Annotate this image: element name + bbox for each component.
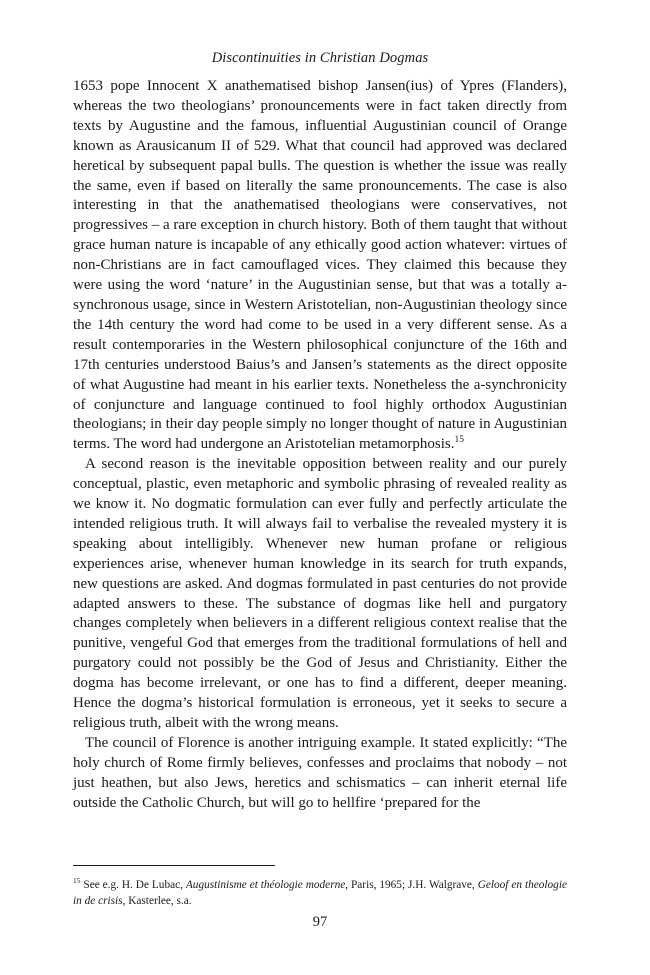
- page-number: 97: [312, 914, 328, 930]
- footnote-number: 15: [73, 876, 81, 886]
- footnote-text-3: , Kasterlee, s.a.: [122, 895, 192, 907]
- running-head: Discontinuities in Christian Dogmas: [211, 50, 429, 66]
- book-page: [73, 0, 567, 975]
- footnote-text-2: , Paris, 1965; J.H. Walgrave,: [345, 879, 478, 891]
- footnote-divider: [73, 865, 275, 866]
- footnote-title-1: Augustinisme et théologie moderne: [185, 879, 346, 891]
- body-text: [73, 77, 567, 814]
- paragraph-3: The council of Florence is another intriguing example. It stated explicitly: “The holy church of Rome firmly believes, confesses and proclaims that nobody – not just heathen, but also Jews, heretics and schismatics – can inherit eternal life outside the Catholic Church, but will go to hellfire ‘prepared for the: [73, 734, 567, 811]
- footnote-title-2: Geloof en theologie in de crisis: [73, 879, 567, 907]
- footnote: [73, 877, 567, 909]
- footnote-reference[interactable]: 15: [454, 435, 464, 446]
- paragraph-2: A second reason is the inevitable opposition between reality and our purely conceptual, plastic, even metaphoric and symbolic phrasing of revealed reality as we know it. No dogmatic formulation can ever fully and perfectly articulate the intended religious truth. It will always fail to verbalise the revealed mystery it is speaking about intelligibly. Whenever new human profane or religious experiences arise, whenever human knowledge in its search for truth expands, new questions are asked. And dogmas formulated in past centuries do not provide adapted answers to these. The substance of dogmas like hell and purgatory changes completely when believers in a different religious context realise that the punitive, vengeful God that emerges from the traditional formulations of hell and purgatory could not possibly be the God of Jesus and Christianity. Either the dogma has become irrelevant, or one has to find a different, deeper meaning. Hence the dogma’s historical formulation is erroneous, yet it seeks to secure a religious truth, albeit with the wrong means.: [73, 456, 567, 731]
- paragraph-1-text: 1653 pope Innocent X anathematised bishop Jansen(ius) of Ypres (Flanders), whereas the two theologians’ pronouncements were in fact taken directly from texts by Augustine and the famous, influential Augustinian council of Orange known as Arausicanum II of 529. What that council had approved was declared heretical by subsequent papal bulls. The question is whether the issue was really the same, even if based on literally the same pronouncements. The case is also interesting in that the anathematised theologians were conservatives, not progressives – a rare exception in church history. Both of them taught that without grace human nature is incapable of any ethically good action whatever: virtues of non-Christians are in fact camouflaged vices. They claimed this because they were using the word ‘nature’ in the Augustinian sense, but that was a totally a-synchronous usage, since in Western Aristotelian, non-Augustinian theology since the 14th century the word had come to be used in a very different sense. As a result contemporaries in the Western philosophical conjuncture of the 16th and 17th centuries understood Baius’s and Jansen’s statements as the direct opposite of what Augustine had meant in his earlier texts. Nonetheless the a-synchronicity of conjuncture and language continued to fool highly orthodox Augustinian theologians; in their day people simply no longer thought of nature in Augustinian terms. The word had undergone an Aristotelian metamorphosis.: [73, 78, 567, 453]
- paragraph-1: [73, 77, 567, 455]
- footnote-text-1: See e.g. H. De Lubac,: [80, 879, 186, 891]
